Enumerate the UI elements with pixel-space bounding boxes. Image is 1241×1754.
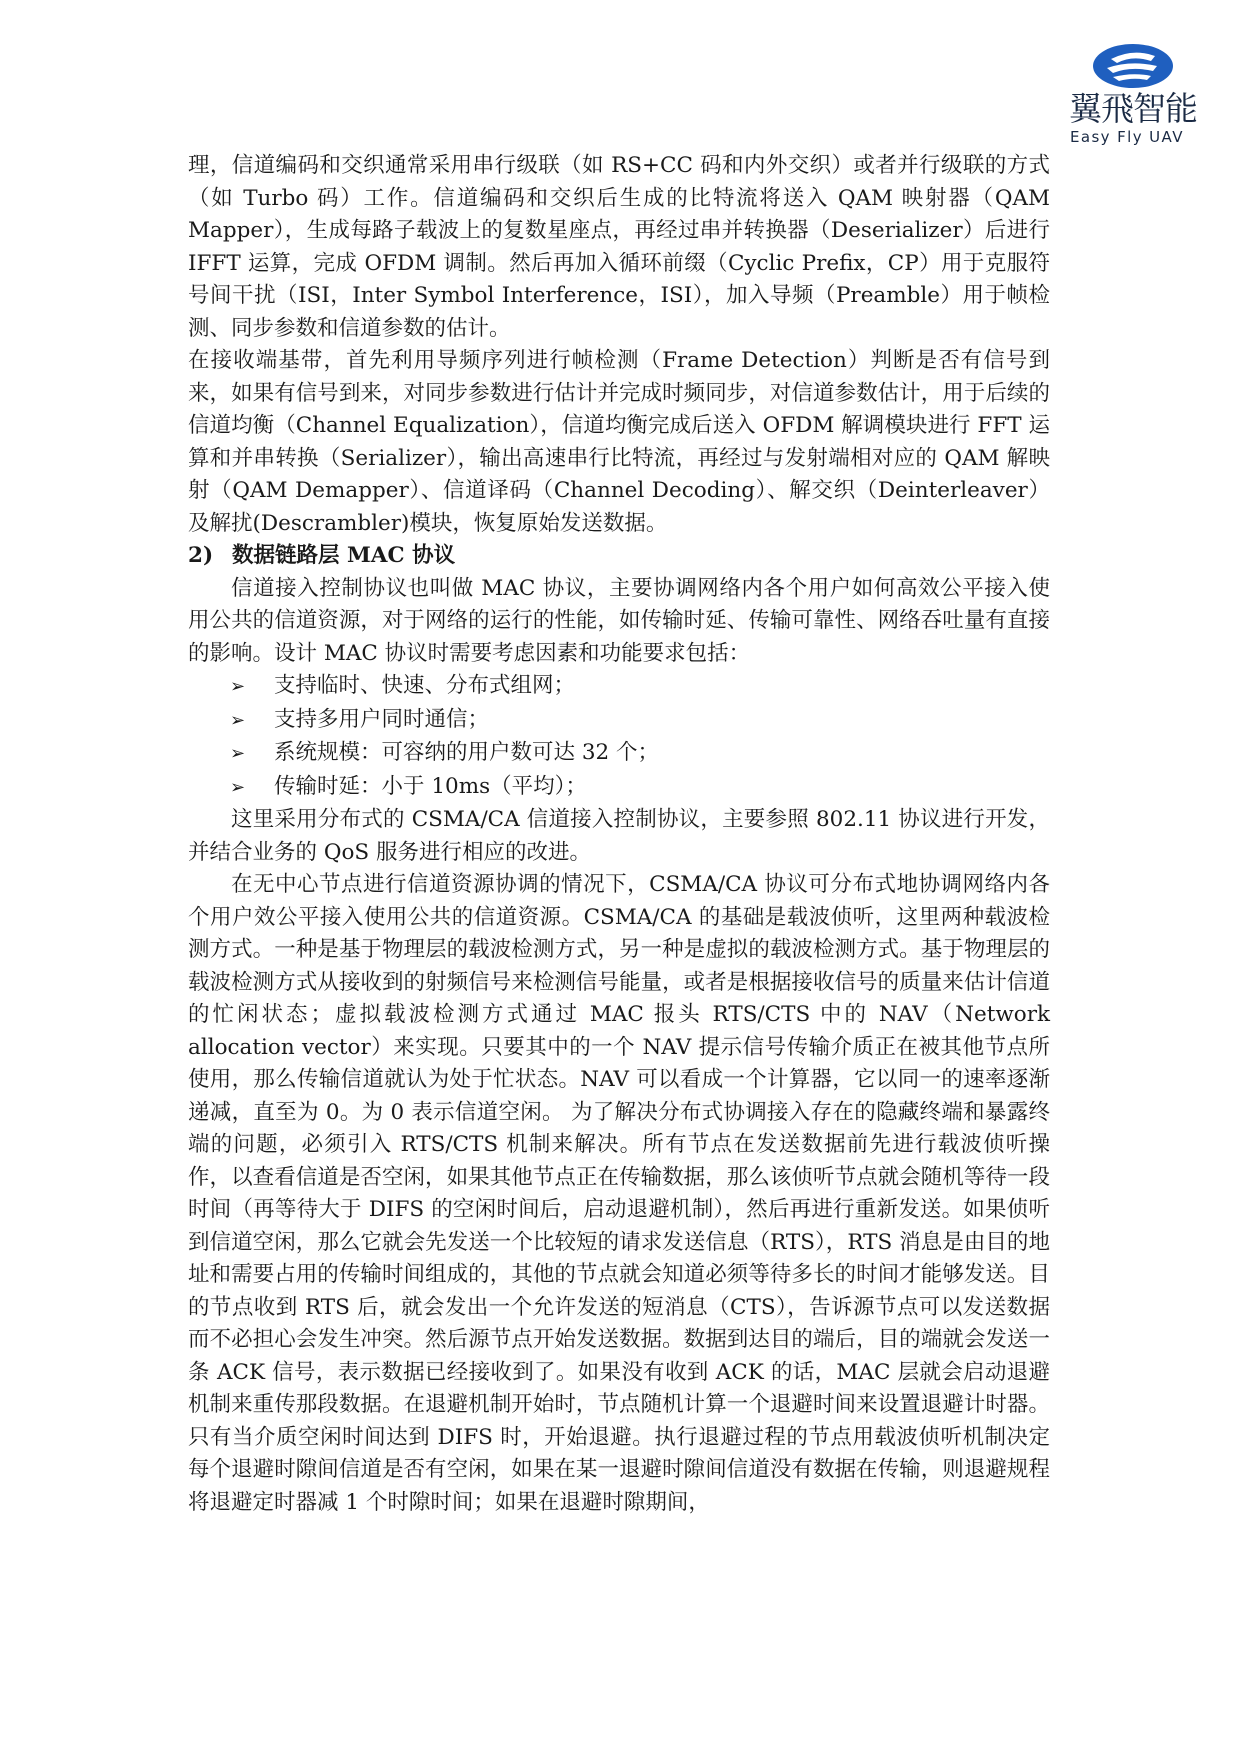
- section-number: 2): [188, 543, 214, 568]
- list-item: ➢ 支持临时、快速、分布式组网；: [230, 670, 1050, 704]
- document-body: [188, 150, 1050, 1519]
- section-heading: [188, 540, 1050, 573]
- list-item: ➢ 传输时延：小于 10ms（平均）；: [230, 771, 1050, 805]
- paragraph-tx-baseband: 理，信道编码和交织通常采用串行级联（如 RS+CC 码和内外交织）或者并行级联的方式（如 Turbo 码）工作。信道编码和交织后生成的比特流将送入 QAM 映射器（QAM Mapper），生成每路子载波上的复数星座点，再经过串并转换器（Deserializer）后进行 IFFT 运算，完成 OFDM 调制。然后再加入循环前缀（Cyclic Prefix，CP）用于克服符号间干扰（ISI，Inter Symbol Interference，ISI），加入导频（Preamble）用于帧检测、同步参数和信道参数的估计。: [188, 153, 1050, 341]
- section-title: 数据链路层 MAC 协议: [232, 543, 456, 568]
- requirements-list: [188, 670, 1050, 804]
- paragraph-csma-intro: 这里采用分布式的 CSMA/CA 信道接入控制协议，主要参照 802.11 协议进行开发，并结合业务的 QoS 服务进行相应的改进。: [188, 807, 1050, 865]
- logo-mark-icon: [1091, 42, 1175, 90]
- paragraph-rx-baseband: 在接收端基带，首先利用导频序列进行帧检测（Frame Detection）判断是否有信号到来，如果有信号到来，对同步参数进行估计并完成时频同步，对信道参数估计，用于后续的信道均衡（Channel Equalization），信道均衡完成后送入 OFDM 解调模块进行 FFT 运算和并串转换（Serializer），输出高速串行比特流，再经过与发射端相对应的 QAM 解映射（QAM Demapper）、信道译码（Channel Decoding）、解交织（Deinterleaver）及解扰(Descrambler)模块，恢复原始发送数据。: [188, 348, 1050, 536]
- brand-name-cn: 翼飛智能: [1069, 89, 1197, 128]
- arrow-bullet-icon: ➢: [230, 676, 246, 697]
- arrow-bullet-icon: ➢: [230, 776, 246, 798]
- arrow-bullet-icon: ➢: [230, 743, 246, 764]
- brand-name-en: Easy Fly UAV: [1070, 128, 1184, 146]
- paragraph-csma-detail: 在无中心节点进行信道资源协调的情况下，CSMA/CA 协议可分布式地协调网络内各个用户效公平接入使用公共的信道资源。CSMA/CA 的基础是载波侦听，这里两种载波检测方式。一种是基于物理层的载波检测方式，另一种是虚拟的载波检测方式。基于物理层的载波检测方式从接收到的射频信号来检测信号能量，或者是根据接收信号的质量来估计信道的忙闲状态；虚拟载波检测方式通过 MAC 报头 RTS/CTS 中的 NAV（Network allocation vector）来实现。只要其中的一个 NAV 提示信号传输介质正在被其他节点所使用，那么传输信道就认为处于忙状态。NAV 可以看成一个计算器，它以同一的速率逐渐递减，直至为 0。为 0 表示信道空闲。 为了解决分布式协调接入存在的隐藏终端和暴露终端的问题，必须引入 RTS/CTS 机制来解决。所有节点在发送数据前先进行载波侦听操作，以查看信道是否空闲，如果其他节点正在传输数据，那么该侦听节点就会随机等待一段时间（再等待大于 DIFS 的空闲时间后，启动退避机制），然后再进行重新发送。如果侦听到信道空闲，那么它就会先发送一个比较短的请求发送信息（RTS），RTS 消息是由目的地址和需要占用的传输时间组成的，其他的节点就会知道必须等待多长的时间才能够发送。目的节点收到 RTS 后，就会发出一个允许发送的短消息（CTS），告诉源节点可以发送数据而不必担心会发生冲突。然后源节点开始发送数据。数据到达目的端后，目的端就会发送一条 ACK 信号，表示数据已经接收到了。如果没有收到 ACK 的话，MAC 层就会启动退避机制来重传那段数据。在退避机制开始时，节点随机计算一个退避时间来设置退避计时器。只有当介质空闲时间达到 DIFS 时，开始退避。执行退避过程的节点用载波侦听机制决定每个退避时隙间信道是否有空闲，如果在某一退避时隙间信道没有数据在传输，则退避规程将退避定时器减 1 个时隙时间；如果在退避时隙期间，: [188, 872, 1050, 1515]
- list-item: ➢ 支持多用户同时通信；: [230, 704, 1050, 738]
- paragraph-mac-intro: 信道接入控制协议也叫做 MAC 协议，主要协调网络内各个用户如何高效公平接入使用公共的信道资源，对于网络的运行的性能，如传输时延、传输可靠性、网络吞吐量有直接的影响。设计 MAC 协议时需要考虑因素和功能要求包括：: [188, 575, 1050, 666]
- list-item: ➢ 系统规模：可容纳的用户数可达 32 个；: [230, 737, 1050, 771]
- brand-logo: [1063, 42, 1203, 146]
- arrow-bullet-icon: ➢: [230, 709, 246, 731]
